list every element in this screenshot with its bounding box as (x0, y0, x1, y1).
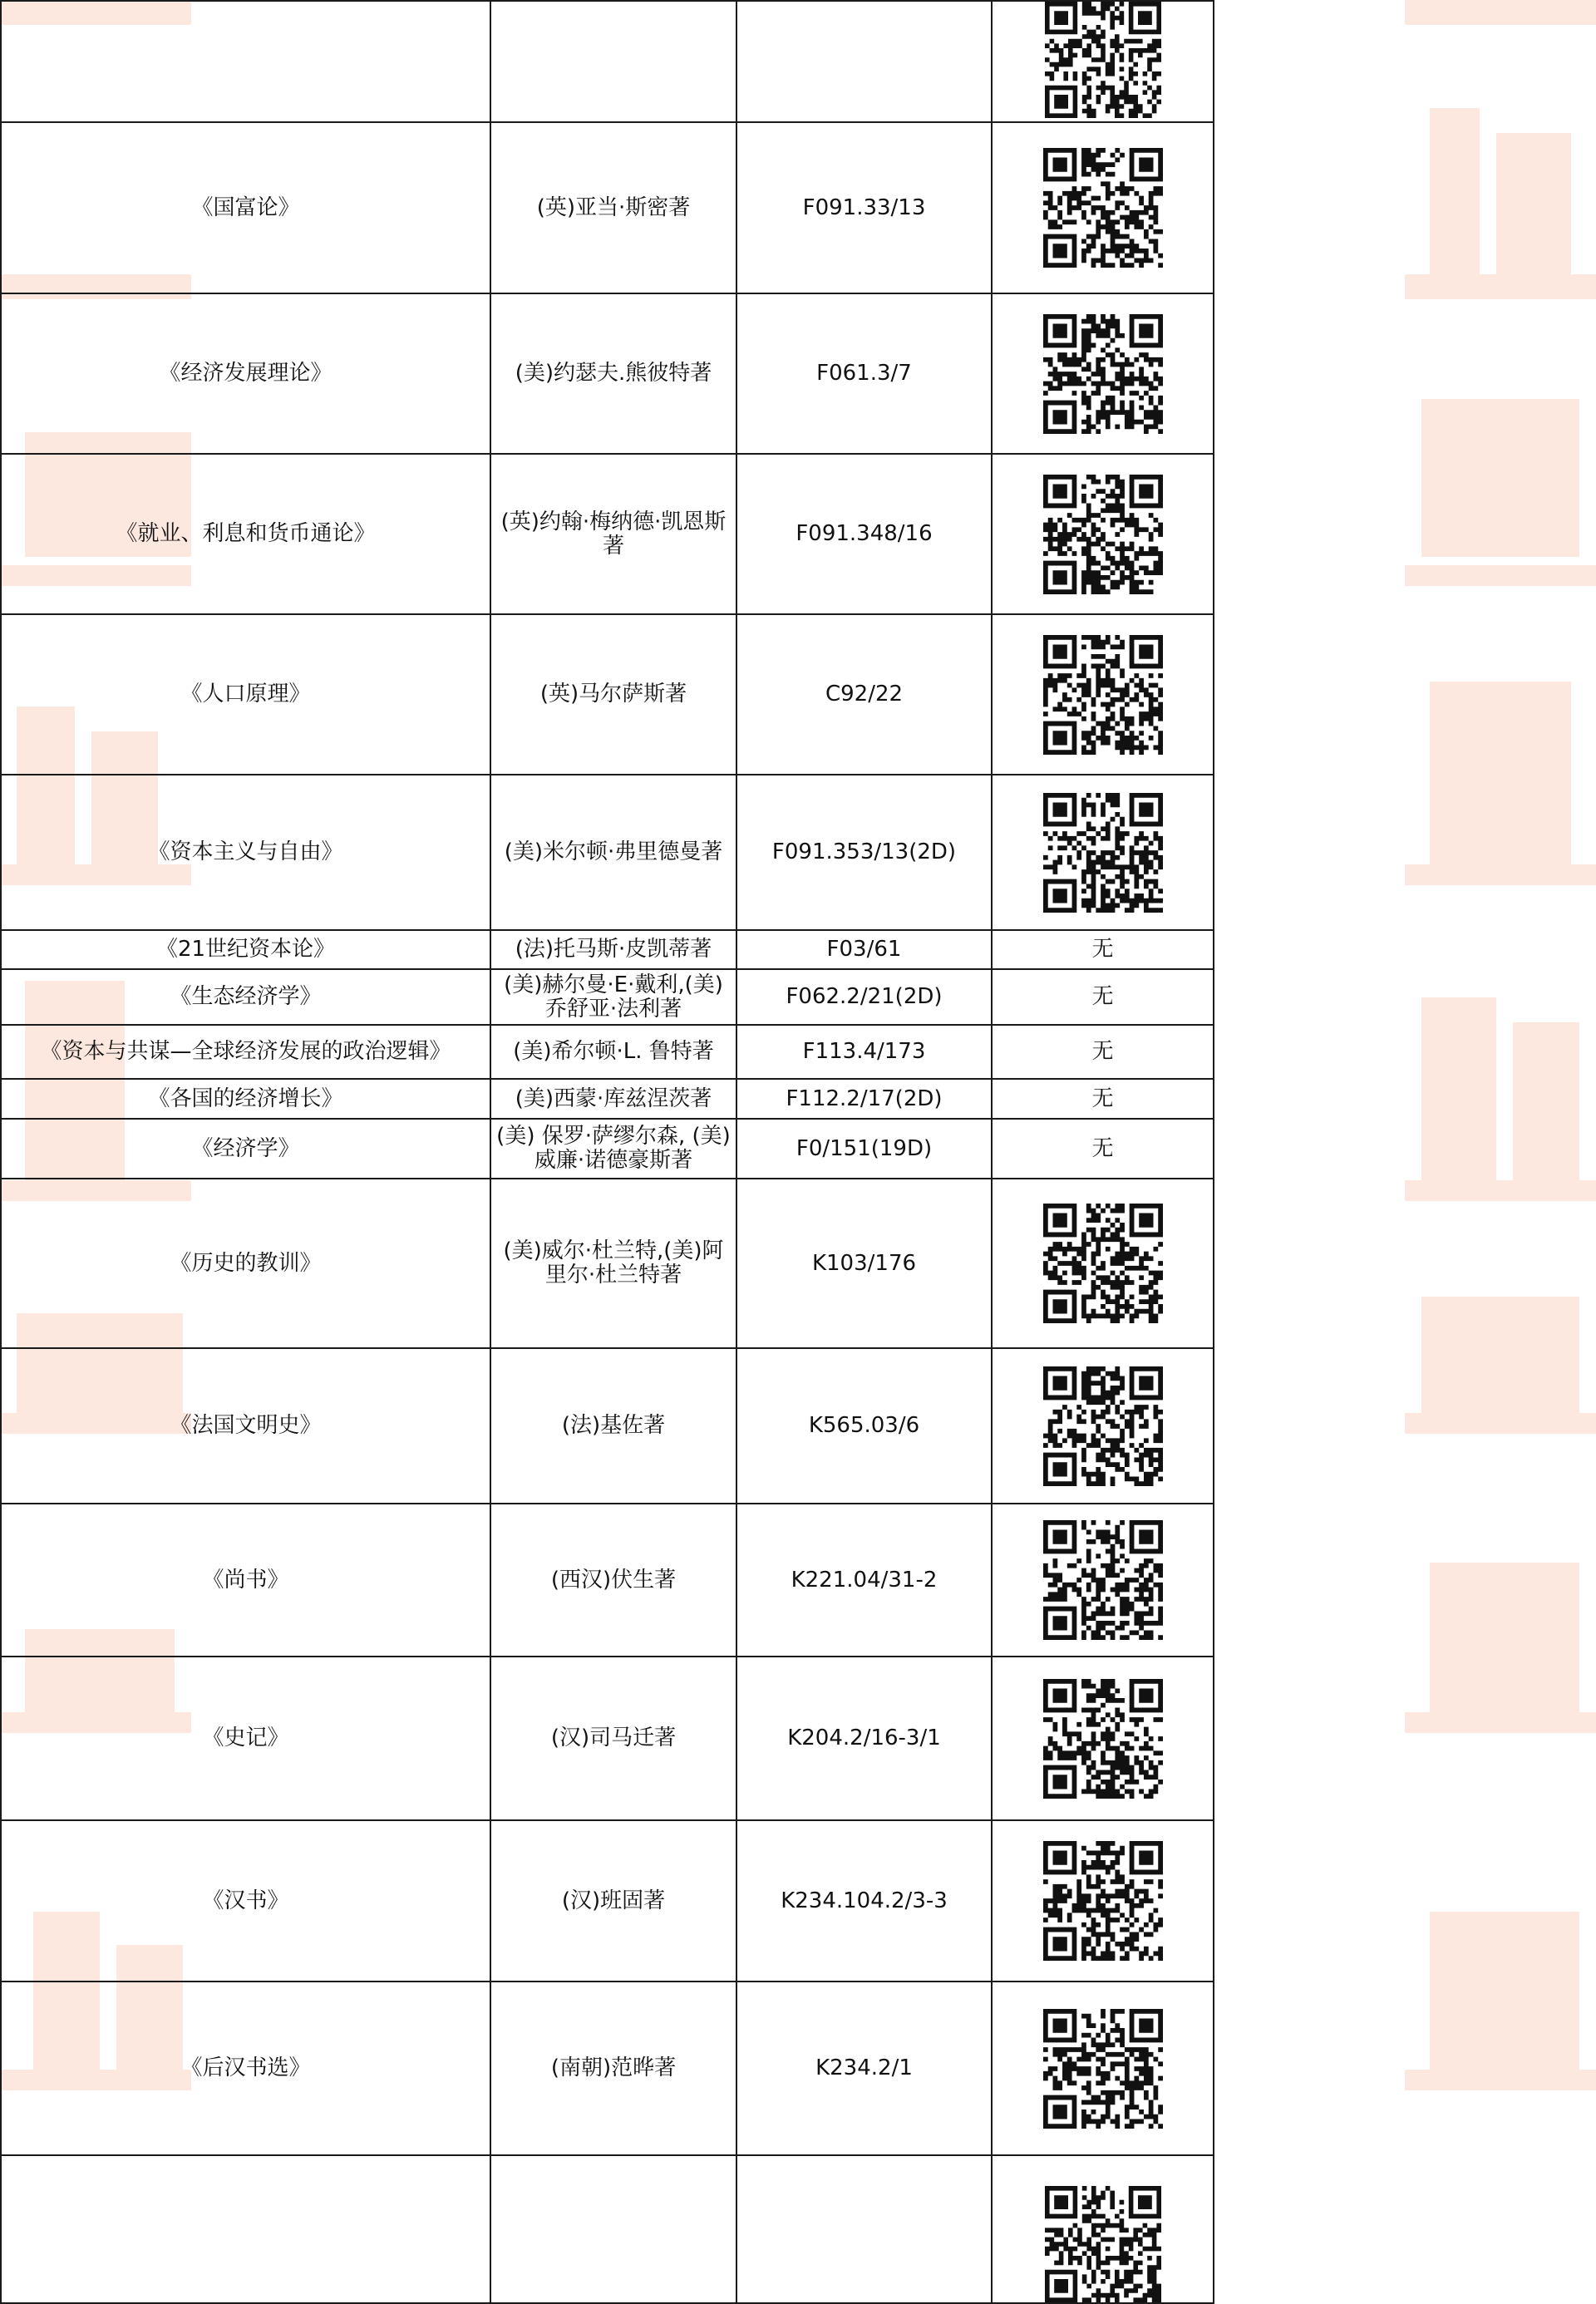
table-row (1, 1179, 1214, 1348)
call-number-cell: F112.2/17(2D) (736, 1079, 992, 1119)
table-row (1, 614, 1214, 775)
qr-code-cell (992, 775, 1214, 930)
book-list-body (1, 1, 1214, 2303)
book-title-cell: 《生态经济学》 (1, 969, 490, 1025)
book-author-cell: (美)米尔顿·弗里德曼著 (490, 775, 736, 930)
qr-code-icon (1043, 1204, 1163, 1323)
qr-code-cell (992, 1179, 1214, 1348)
qr-code-cell (992, 454, 1214, 614)
qr-code-icon (1043, 1520, 1163, 1640)
book-author-cell: (美) 保罗·萨缪尔森, (美)威廉·诺德豪斯著 (490, 1119, 736, 1179)
book-author-cell: (美)赫尔曼·E·戴利,(美)乔舒亚·法利著 (490, 969, 736, 1025)
table-row (1, 1504, 1214, 1657)
no-qr-cell: 无 (992, 1119, 1214, 1179)
table-row (1, 1119, 1214, 1179)
table-row (1, 2155, 1214, 2303)
table-row (1, 1657, 1214, 1820)
call-number-cell: K221.04/31-2 (736, 1504, 992, 1657)
book-author-cell: (美)约瑟夫.熊彼特著 (490, 293, 736, 454)
book-title-cell: 《史记》 (1, 1657, 490, 1820)
qr-code-icon (1043, 793, 1163, 913)
book-title-cell: 《资本与共谋—全球经济发展的政治逻辑》 (1, 1025, 490, 1079)
book-author-cell: (美)西蒙·库兹涅茨著 (490, 1079, 736, 1119)
call-number-cell: K234.104.2/3-3 (736, 1820, 992, 1982)
book-author-cell: (南朝)范晔著 (490, 1982, 736, 2155)
qr-code-icon (1045, 2186, 1161, 2302)
book-title-cell: 《国富论》 (1, 122, 490, 293)
table-row (1, 1, 1214, 122)
qr-code-icon (1043, 148, 1163, 268)
qr-code-icon (1043, 635, 1163, 755)
call-number-cell: F113.4/173 (736, 1025, 992, 1079)
call-number-cell: K565.03/6 (736, 1348, 992, 1504)
call-number-cell: F091.348/16 (736, 454, 992, 614)
book-title-cell (1, 1, 490, 122)
table-row (1, 1025, 1214, 1079)
table-row (1, 454, 1214, 614)
book-title-cell: 《历史的教训》 (1, 1179, 490, 1348)
table-row (1, 775, 1214, 930)
qr-code-cell (992, 122, 1214, 293)
call-number-cell: F062.2/21(2D) (736, 969, 992, 1025)
book-title-cell: 《法国文明史》 (1, 1348, 490, 1504)
table-row (1, 930, 1214, 969)
call-number-cell (736, 1, 992, 122)
qr-code-cell (992, 614, 1214, 775)
qr-code-cell (992, 293, 1214, 454)
qr-code-cell (992, 1820, 1214, 1982)
qr-code-cell (992, 1504, 1214, 1657)
book-author-cell: (汉)司马迁著 (490, 1657, 736, 1820)
book-title-cell: 《尚书》 (1, 1504, 490, 1657)
book-title-cell: 《21世纪资本论》 (1, 930, 490, 969)
qr-code-icon (1043, 314, 1163, 434)
call-number-cell (736, 2155, 992, 2303)
book-title-cell: 《汉书》 (1, 1820, 490, 1982)
book-title-cell: 《后汉书选》 (1, 1982, 490, 2155)
book-author-cell: (美)威尔·杜兰特,(美)阿里尔·杜兰特著 (490, 1179, 736, 1348)
table-row (1, 969, 1214, 1025)
call-number-cell: K103/176 (736, 1179, 992, 1348)
table-row (1, 1348, 1214, 1504)
no-qr-cell: 无 (992, 1025, 1214, 1079)
book-title-cell (1, 2155, 490, 2303)
book-title-cell: 《经济学》 (1, 1119, 490, 1179)
book-title-cell: 《就业、利息和货币通论》 (1, 454, 490, 614)
book-title-cell: 《人口原理》 (1, 614, 490, 775)
qr-code-icon (1043, 1679, 1163, 1799)
call-number-cell: K204.2/16-3/1 (736, 1657, 992, 1820)
qr-code-cell (992, 1, 1214, 122)
call-number-cell: F061.3/7 (736, 293, 992, 454)
call-number-cell: F091.353/13(2D) (736, 775, 992, 930)
no-qr-cell: 无 (992, 930, 1214, 969)
qr-code-icon (1043, 475, 1163, 594)
qr-code-icon (1043, 1841, 1163, 1961)
book-author-cell: (西汉)伏生著 (490, 1504, 736, 1657)
table-row (1, 122, 1214, 293)
book-author-cell: (英)约翰·梅纳德·凯恩斯著 (490, 454, 736, 614)
qr-code-icon (1043, 1366, 1163, 1486)
call-number-cell: F03/61 (736, 930, 992, 969)
qr-code-icon (1045, 2, 1161, 118)
book-author-cell: (英)马尔萨斯著 (490, 614, 736, 775)
book-author-cell: (汉)班固著 (490, 1820, 736, 1982)
qr-code-cell (992, 1982, 1214, 2155)
qr-code-cell (992, 2155, 1214, 2303)
table-row (1, 1982, 1214, 2155)
book-author-cell: (英)亚当·斯密著 (490, 122, 736, 293)
book-title-cell: 《经济发展理论》 (1, 293, 490, 454)
no-qr-cell: 无 (992, 1079, 1214, 1119)
book-title-cell: 《资本主义与自由》 (1, 775, 490, 930)
qr-code-cell (992, 1348, 1214, 1504)
call-number-cell: C92/22 (736, 614, 992, 775)
call-number-cell: F091.33/13 (736, 122, 992, 293)
book-author-cell: (法)基佐著 (490, 1348, 736, 1504)
book-author-cell (490, 2155, 736, 2303)
table-row (1, 293, 1214, 454)
call-number-cell: K234.2/1 (736, 1982, 992, 2155)
no-qr-cell: 无 (992, 969, 1214, 1025)
call-number-cell: F0/151(19D) (736, 1119, 992, 1179)
book-title-cell: 《各国的经济增长》 (1, 1079, 490, 1119)
table-row (1, 1079, 1214, 1119)
table-row (1, 1820, 1214, 1982)
book-author-cell (490, 1, 736, 122)
book-author-cell: (美)希尔顿·L. 鲁特著 (490, 1025, 736, 1079)
qr-code-icon (1043, 2009, 1163, 2129)
qr-code-cell (992, 1657, 1214, 1820)
book-author-cell: (法)托马斯·皮凯蒂著 (490, 930, 736, 969)
